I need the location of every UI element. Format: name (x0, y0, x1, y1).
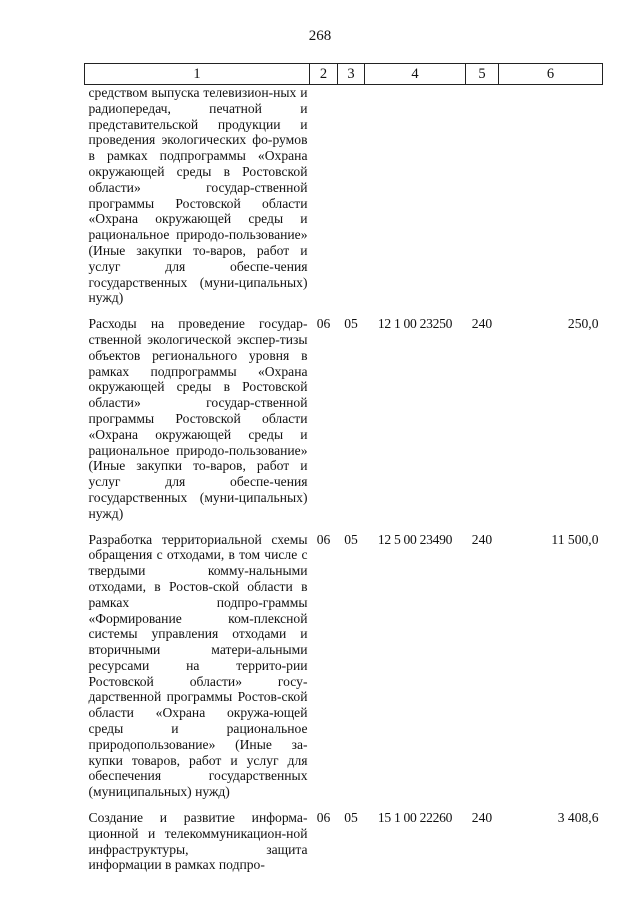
row-description: Создание и развитие информа-ционной и телекоммуникацион-ной инфраструктуры, защита информации в рамках подпро- (88, 810, 308, 873)
row-section: 06 (316, 531, 331, 547)
row-target-code: 12 1 00 23250 (377, 316, 453, 332)
header-col-5: 5 (466, 64, 499, 85)
table-row (85, 810, 603, 873)
row-expense-type (466, 85, 499, 317)
row-amount (499, 85, 603, 317)
row-subsection: 05 (344, 810, 358, 826)
page-number: 268 (308, 28, 332, 44)
row-amount: 11 500,0 (551, 531, 599, 547)
row-description: Разработка территориальной схемы обращения с отходами, в том числе с твердыми комму-нальными отходами, в Ростов-ской области в рамках подпро-граммы «Формирование ком-плексной системы управления отходами и вторичными матери-альными ресурсами на террито-рии Ростовской области» госу-дарственной программы Ростов-ской области «Охрана окружа-ющей среды и рациональное природопользование» (Иные за-купки товаров, работ и услуг для обеспечения государственных (муниципальных) нужд) (88, 531, 308, 800)
row-expense-type: 240 (471, 316, 493, 332)
budget-table (84, 63, 603, 873)
header-col-2: 2 (310, 64, 338, 85)
row-amount: 3 408,6 (557, 810, 599, 826)
header-col-4: 4 (365, 64, 466, 85)
row-description: Расходы на проведение государ-ственной экологической экспер-тизы объектов регионального уровня в рамках подпрограммы «Охрана окружающей среды в Ростовской области» государ-ственной программы Ростовской области «Охрана окружающей среды и рациональное природо-пользование» (Иные закупки то-варов, работ и услуг для обеспе-чения государственных (муни-ципальных) нужд) (88, 316, 308, 521)
row-expense-type: 240 (471, 531, 493, 547)
table-header-row (85, 64, 603, 85)
row-section: 06 (316, 810, 331, 826)
row-section (310, 85, 338, 317)
row-target-code: 12 5 00 23490 (377, 531, 453, 547)
row-description: средством выпуска телевизион-ных и радиопередач, печатной и представительской продукции и проведения экологических фо-румов в рамках подпрограммы «Охрана окружающей среды в Ростовской области» государ-ственной программы Ростовской области «Охрана окружающей среды и рациональное природо-пользование» (Иные закупки то-варов, работ и услуг для обеспе-чения государственных (муни-ципальных) нужд) (88, 85, 308, 306)
header-col-6: 6 (499, 64, 603, 85)
header-col-3: 3 (338, 64, 365, 85)
row-expense-type: 240 (471, 810, 493, 826)
row-amount: 250,0 (567, 316, 599, 332)
row-subsection (338, 85, 365, 317)
table-row (85, 85, 603, 317)
table-row (85, 316, 603, 531)
row-target-code: 15 1 00 22260 (377, 810, 453, 826)
header-col-1: 1 (85, 64, 310, 85)
row-target-code (365, 85, 466, 317)
row-subsection: 05 (344, 316, 358, 332)
table-row (85, 532, 603, 811)
row-section: 06 (316, 316, 331, 332)
row-subsection: 05 (344, 531, 358, 547)
